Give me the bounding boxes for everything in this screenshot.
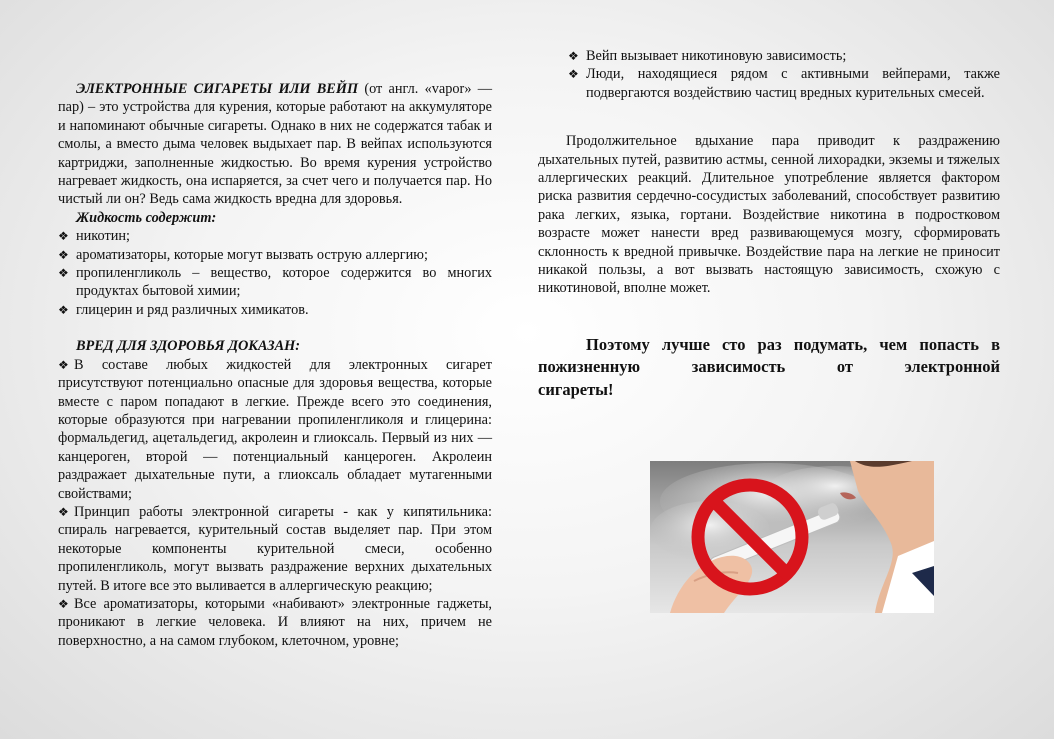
diamond-bullet-icon: ❖ [58,596,69,611]
diamond-bullet-icon: ❖ [58,357,69,372]
intro-text: (от англ. «vapor» — пар) – это устройства для курения, которые работают на аккумуляторе и напоминают обычные сигареты. Однако в них не содержатся табак и смолы, а вместо дыма человек выдыхает пар. В вейпах используются картриджи, заполненные жидкостью. Во время курения устройство нагревает жидкость, она испаряется, за счет чего и получается пар. Но чистый ли он? Ведь сама жидкость вредна для здоровья. [58,81,493,208]
left-column [58,80,492,650]
intro-title: ЭЛЕКТРОННЫЕ СИГАРЕТЫ ИЛИ ВЕЙП [76,81,359,97]
closing-line-2: сигареты! [538,379,614,399]
diamond-bullet-icon: ❖ [568,49,579,63]
list-item: ❖ никотин; [58,228,131,245]
diamond-bullet-icon: ❖ [568,67,579,82]
list-item: ❖ Все ароматизаторы, которыми «набивают» электронные гаджеты, проникают в легкие человека. И влияют на них, причем не поверхностно, а на самом глубоком, клеточном, уровне; [58,595,492,649]
right-column [538,47,1000,401]
closing-statement [538,334,1000,402]
harm-paragraph: Продолжительное вдыхание пара приводит к раздражению дыхательных путей, развитию астмы, сенной лихорадки, экземы и тяжелых аллергических реакций. Длительное употребление является фактором риска развития сердечно-сосудистых заболеваний, способствует развитию рака легких, языка, гортани. Воздействие никотина в подростковом возрасте может нанести вред развивающемуся мозгу, сформировать склонность к вредной привычке. Воздействие пара на легкие не приносит никакой пользы, а вот вызвать настоящую зависимость, схожую с никотиновой, вполне может. [538,133,1000,297]
diamond-bullet-icon: ❖ [58,504,69,519]
no-vaping-photo [650,461,934,613]
harm-list [58,356,492,651]
intro-paragraph [58,80,492,209]
liquid-heading: Жидкость содержит: [76,209,217,226]
list-item: ❖ ароматизаторы, которые могут вызвать острую аллергию; [58,246,428,263]
list-item: ❖ пропиленгликоль – вещество, которое содержится во многих продуктах бытовой химии; [58,265,492,300]
list-item: ❖ Люди, находящиеся рядом с активными вейперами, также подвергаются воздействию частиц вредных курительных смесей. [568,66,1000,101]
list-item: ❖ Вейп вызывает никотиновую зависимость; [568,48,847,64]
effects-list [538,47,1000,102]
diamond-bullet-icon: ❖ [58,229,69,244]
diamond-bullet-icon: ❖ [58,247,69,262]
diamond-bullet-icon: ❖ [58,302,69,317]
liquid-list [58,227,492,319]
list-item: ❖ В составе любых жидкостей для электронных сигарет присутствуют потенциально опасные для здоровья вещества, которые вместе с паром попадают в легкие. Прежде всего это соединения, которые образуются при нагревании пропиленгликоля и глицерина: формальдегид, ацетальдегид, акролеин и глиоксаль. Первый из них — канцероген, второй — потенциальный канцероген. Акролеин раздражает дыхательные пути, а глиоксаль обладает мутагенными свойствами; [58,356,492,502]
harm-heading: ВРЕД ДЛЯ ЗДОРОВЬЯ ДОКАЗАН: [76,338,301,355]
no-vaping-illustration [650,461,934,613]
list-item: ❖ глицерин и ряд различных химикатов. [58,301,309,318]
closing-line-1: Поэтому лучше сто раз подумать, чем попасть в пожизненную зависимость от электронной [538,334,1000,377]
diamond-bullet-icon: ❖ [58,266,69,281]
list-item: ❖ Принцип работы электронной сигареты - как у кипятильника: спираль нагревается, курительный состав выделяет пар. При этом некоторые компоненты курительной смеси, особенно пропиленгликоль, могут вызвать раздражение верхних дыхательных путей. В итоге все это выливается в аллергическую реакцию; [58,503,492,594]
